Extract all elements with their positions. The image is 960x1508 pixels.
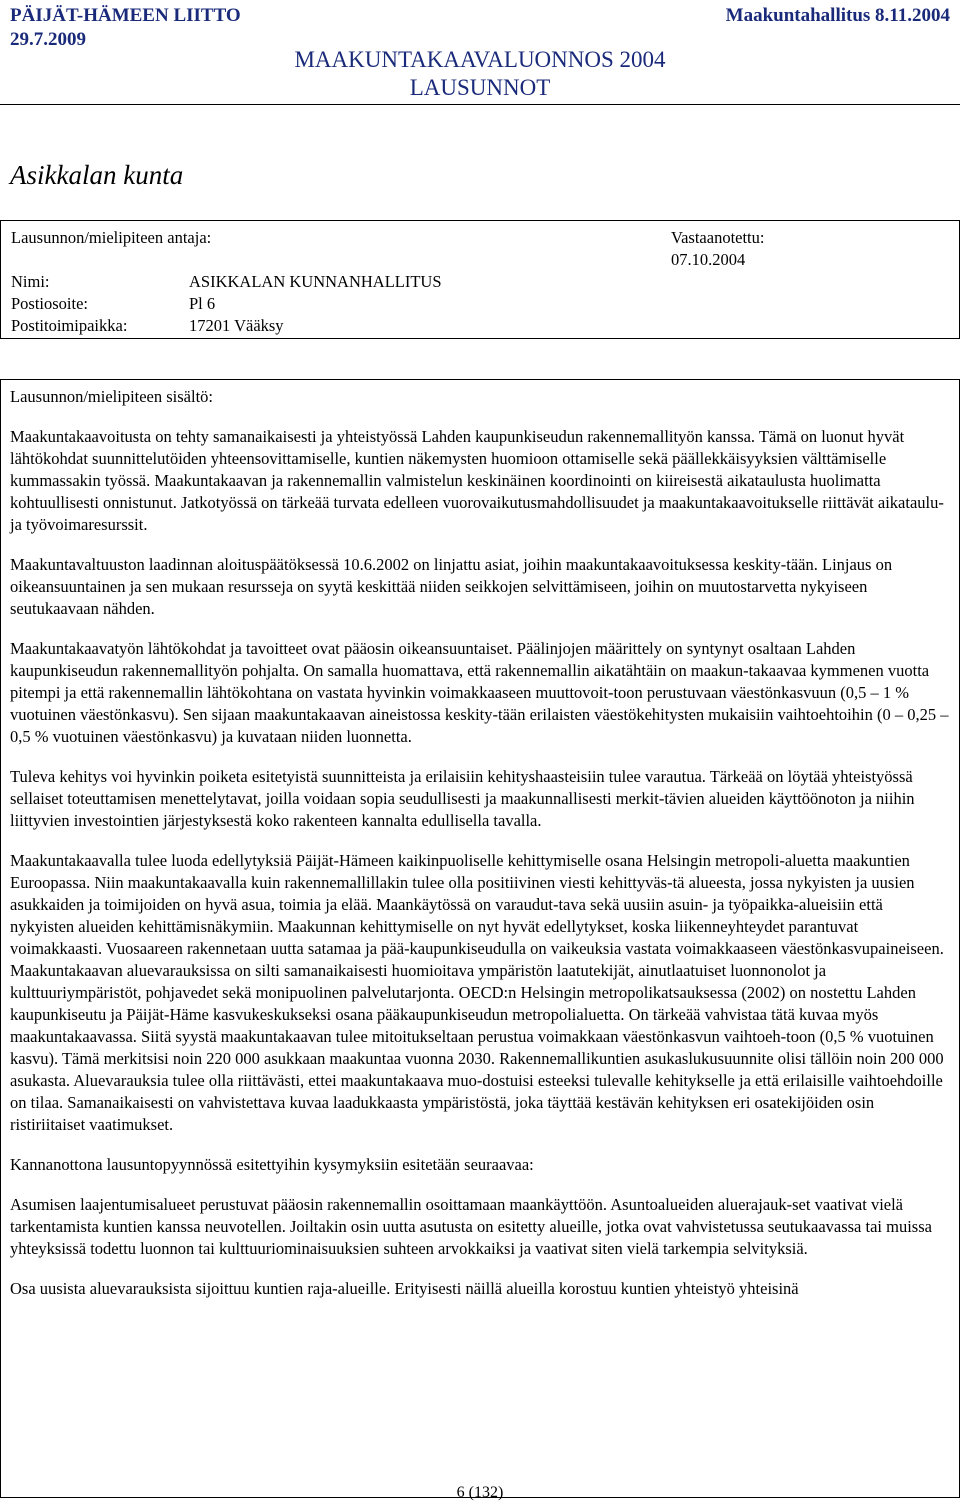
header-divider (0, 104, 960, 105)
municipality-heading: Asikkalan kunta (10, 160, 184, 190)
content-heading: Lausunnon/mielipiteen sisältö: (10, 387, 214, 406)
content-paragraph: Maakuntakaavoitusta on tehty samanaikaisesti ja yhteistyössä Lahden kaupunkiseudun rakennemallityön kanssa. Tämä on luonut hyvät lähtökohdat suunnittelutöiden yhteensovittamiselle, kuntien näkemysten huomioon ottamiselle sekä päällekkäisyyksien välttämiselle kummassakin työssä. Maakuntakaavan ja rakennemallin valmistelun keskinäinen koordinointi on kiireisestä aikataulusta huolimatta kohtuullisesti onnistunut. Jatkotyössä on tärkeää turvata edelleen vuorovaikutusmahdollisuudet ja maakuntakaavoitukselle riittävät aikataulu- ja työvoimaresurssit. (10, 427, 944, 534)
statement-content (10, 386, 949, 1318)
sender-info-box (0, 220, 960, 339)
field-value-postal-address: Pl 6 (189, 294, 216, 313)
content-paragraph: Kannanottona lausuntopyynnössä esitettyihin kysymyksiin esitetään seuraavaa: (10, 1155, 534, 1174)
organization-name: PÄIJÄT-HÄMEEN LIITTO (10, 5, 241, 26)
field-value-name: ASIKKALAN KUNNANHALLITUS (189, 272, 442, 291)
sender-info (11, 227, 949, 337)
sender-field-row (11, 315, 949, 337)
statement-content-box (0, 379, 960, 1498)
sender-field-row (11, 293, 949, 315)
content-paragraph: Tuleva kehitys voi hyvinkin poiketa esitetyistä suunnitteista ja erilaisiin kehityshaasteisiin tulee varautua. Tärkeää on löytää yhteistyössä sellaiset toteuttamisen menettelytavat, joilla voidaan sopia seudullisesti ja maakunnallisesti merkit-tävien alueiden käyttöönoton ja niihin liittyvien investointien järjestyksestä koko rakenteen kannalta edullisella tavalla. (10, 767, 915, 830)
field-label-postal-address: Postiosoite: (11, 294, 89, 313)
received-date-row (11, 249, 949, 271)
content-paragraph: Asumisen laajentumisalueet perustuvat pääosin rakennemallin osoittamaan maankäyttöön. Asuntoalueiden aluerajauk-set vaativat vielä tarkentamista kuntien kanssa neuvotellen. Joiltakin osin uutta asutusta on esitetty alueille, jotka ovat vahvistetussa seutukaavassa tai muissa yhteyksissä todettu luonnon tai kulttuuriominaisuuksien suhteen arvokkaiksi ja vaativat siten vielä tarkempia selvityksiä. (10, 1195, 932, 1258)
document-title-block (0, 46, 960, 102)
received-label: Vastaanotettu: (671, 228, 765, 247)
header-left (10, 4, 241, 52)
sender-heading: Lausunnon/mielipiteen antaja: (11, 228, 212, 247)
content-paragraph: Maakuntakaavatyön lähtökohdat ja tavoitteet ovat pääosin oikeansuuntaiset. Päälinjojen määrittely on syntynyt osaltaan Lahden kaupunkiseudun rakennemallityön pohjalta. On samalla huomattava, että rakennemallin aikatähtäin on maakun-takaavaa kymmenen vuotta pitempi ja että rakennemallin lähtökohtana on vastata hyvinkin voimakkaaseen muuttovoit-toon perustuvaan väestönkasvuun (0,5 – 1 % vuotuinen väestönkasvu). Sen sijaan maakuntakaavan aineistossa keskity-tään erilaisten väestökehitysten mukaisiin vaihtoehtoihin (0 – 0,25 – 0,5 % vuotuinen väestönkasvu) ja kuvataan niiden luonnetta. (10, 639, 949, 746)
page-number: 6 (132) (456, 1484, 504, 1501)
field-value-post-office: 17201 Vääksy (189, 316, 284, 335)
content-paragraph: Maakuntavaltuuston laadinnan aloituspäätöksessä 10.6.2002 on linjattu asiat, joihin maakuntakaavoituksessa keskity-tään. Linjaus on oikeansuuntainen ja sen mukaan resursseja on syytä keskittää niiden seikkojen selvittämiseen, joihin on muutostarvetta nykyiseen seutukaavaan nähden. (10, 555, 893, 618)
meeting-label: Maakuntahallitus 8.11.2004 (725, 5, 950, 26)
sender-field-row (11, 271, 949, 293)
print-date: 29.7.2009 (10, 29, 86, 50)
document-title: MAAKUNTAKAAVALUONNOS 2004 (294, 47, 666, 72)
content-paragraph: Maakuntakaavalla tulee luoda edellytyksiä Päijät-Hämeen kaikinpuoliselle kehittymiselle osana Helsingin metropoli-aluetta maakuntien Euroopassa. Niin maakuntakaavalla kuin rakennemallillakin tulee olla positiivinen viesti kehittyväs-tä alueesta, jossa nykyisten ja uusien asukkaiden ja toimijoiden on hyvä asua, toimia ja elää. Maankäytössä on varaudut-tava sekä uusiin asuin- ja työpaikka-alueisiin että nykyisten alueiden kehittämisnäkymiin. Maakunnan kehittymiselle on nyt hyvät edellytykset, koska liikenneyhteydet parantuvat voimakkaasti. Vuosaareen rakennetaan uutta satamaa ja pää-kaupunkiseudulla on vaikeuksia vastata voimakkaaseen väestönkasvupaineiseen. Maakuntakaavan aluevarauksissa on silti samanaikaisesti huomioitava ympäristön laatutekijät, ainutlaatuiset luonnonolot ja kulttuuriympäristöt, pohjavedet sekä monipuolinen palvelutarjonta. OECD:n Helsingin metropolikatsauksessa (2002) on nostettu Lahden kaupunkiseutu ja Päijät-Häme kasvukeskukseksi osana pääkaupunkiseudun metropolialuetta. On tärkeää vahvistaa tätä kuvaa myös maakuntakaavassa. Siitä syystä maakuntakaavan tulee mitoitukseltaan perustua voimakkaan väestönkasvun vaihtoeh-toon (0,5 % vuotuinen kasvu). Tämä merkitsisi noin 220 000 asukkaan maakuntaa vuonna 2030. Rakennemallikuntien asukaslukusuunnite olisi tällöin noin 200 000 asukasta. Aluevarauksia tulee olla riittävästi, ettei maakuntakaava muo-dostuisi esteeksi tulevalle kehitykselle ja että erilaisille vaihtoehdoille on tilaa. Samanaikaisesti on vahvistettava kuvaa laadukkaasta ympäristöstä, joka täyttää kestävän kehityksen eri osatekijöiden osin ristiriitaiset vaatimukset. (10, 851, 944, 1134)
sender-heading-row (11, 227, 949, 249)
received-date: 07.10.2004 (671, 250, 746, 269)
document-subtitle: LAUSUNNOT (409, 75, 551, 100)
field-label-post-office: Postitoimipaikka: (11, 316, 128, 335)
content-paragraph: Osa uusista aluevarauksista sijoittuu kuntien raja-alueille. Erityisesti näillä alueilla korostuu kuntien yhteistyö yhteisinä (10, 1279, 799, 1298)
field-label-name: Nimi: (11, 272, 50, 291)
